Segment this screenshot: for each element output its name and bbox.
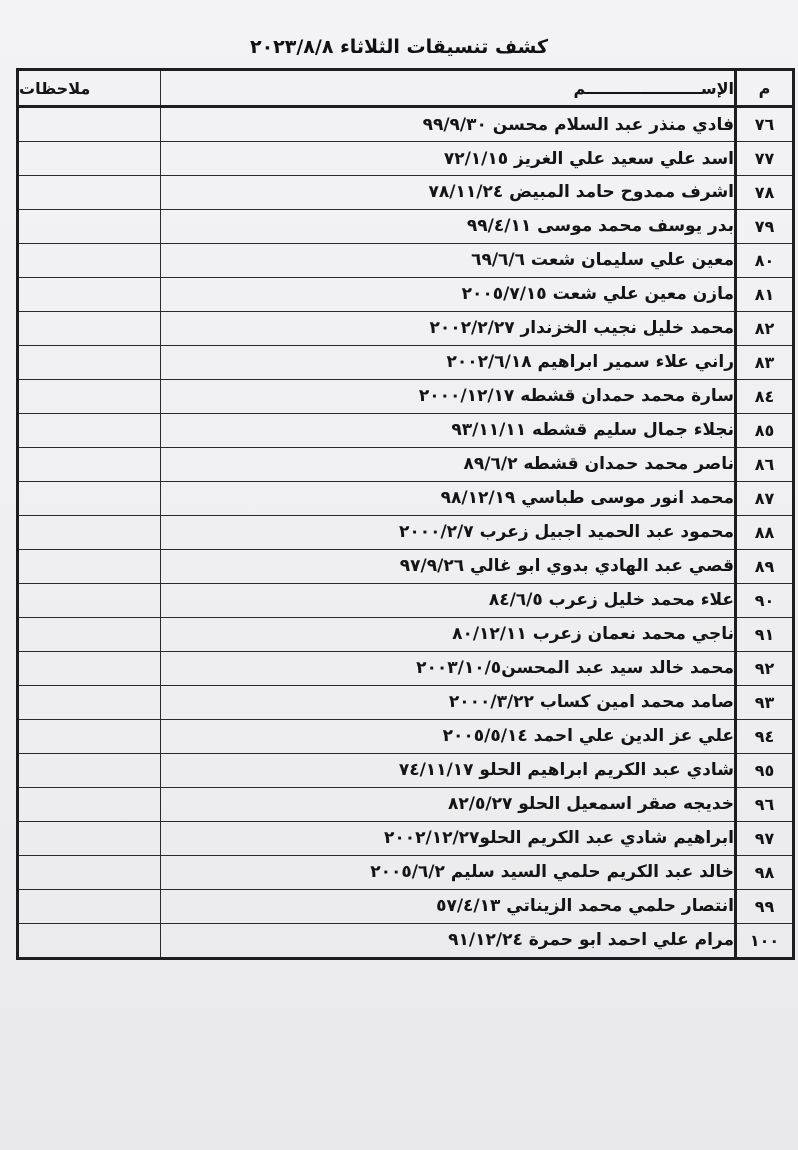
table-row [18, 277, 794, 311]
row-number: ٧٧ [736, 142, 794, 176]
row-name: اشرف ممدوح حامد المبيض ٧٨/١١/٢٤ [161, 176, 736, 210]
table-row [18, 345, 794, 379]
row-notes [18, 243, 161, 277]
table-row [18, 243, 794, 277]
row-number: ٧٨ [736, 176, 794, 210]
row-notes [18, 107, 161, 142]
row-notes [18, 413, 161, 447]
table-row [18, 107, 794, 142]
row-number: ٨٧ [736, 481, 794, 515]
page-title: كشف تنسيقات الثلاثاء ٢٠٢٣/٨/٨ [249, 36, 549, 58]
table-row [18, 753, 794, 787]
row-notes [18, 515, 161, 549]
row-name: علاء محمد خليل زعرب ٨٤/٦/٥ [161, 583, 736, 617]
row-notes [18, 787, 161, 821]
row-number: ٨٣ [736, 345, 794, 379]
row-name: محمد خليل نجيب الخزندار ٢٠٠٢/٢/٢٧ [161, 311, 736, 345]
row-notes [18, 176, 161, 210]
table-row [18, 209, 794, 243]
table-row [18, 685, 794, 719]
row-name: خديجه صقر اسمعيل الحلو ٨٢/٥/٢٧ [161, 787, 736, 821]
row-number: ٩٧ [736, 821, 794, 855]
row-name: ناصر محمد حمدان قشطه ٨٩/٦/٢ [161, 447, 736, 481]
row-notes [18, 753, 161, 787]
row-name: بدر يوسف محمد موسى ٩٩/٤/١١ [161, 209, 736, 243]
row-number: ٩٩ [736, 889, 794, 923]
header-notes: ملاحظات [18, 70, 161, 107]
table-row [18, 549, 794, 583]
row-notes [18, 549, 161, 583]
row-number: ٨٠ [736, 243, 794, 277]
row-notes [18, 855, 161, 889]
row-name: علي عز الدين علي احمد ٢٠٠٥/٥/١٤ [161, 719, 736, 753]
row-number: ٧٦ [736, 107, 794, 142]
row-name: صامد محمد امين كساب ٢٠٠٠/٣/٢٢ [161, 685, 736, 719]
row-number: ٩٥ [736, 753, 794, 787]
row-number: ٩٣ [736, 685, 794, 719]
row-number: ٨٥ [736, 413, 794, 447]
row-number: ٩٠ [736, 583, 794, 617]
row-number: ٨٨ [736, 515, 794, 549]
table-row [18, 583, 794, 617]
names-table [16, 68, 795, 960]
row-notes [18, 923, 161, 958]
row-name: راني علاء سمير ابراهيم ٢٠٠٢/٦/١٨ [161, 345, 736, 379]
row-notes [18, 889, 161, 923]
row-notes [18, 821, 161, 855]
row-notes [18, 142, 161, 176]
table-row [18, 515, 794, 549]
row-number: ٩٨ [736, 855, 794, 889]
row-number: ٨٩ [736, 549, 794, 583]
row-name: شادي عبد الكريم ابراهيم الحلو ٧٤/١١/١٧ [161, 753, 736, 787]
row-number: ٨١ [736, 277, 794, 311]
table-row [18, 617, 794, 651]
table-row [18, 447, 794, 481]
row-name: قصي عبد الهادي بدوي ابو غالي ٩٧/٩/٢٦ [161, 549, 736, 583]
row-number: ٩٢ [736, 651, 794, 685]
row-number: ٩٤ [736, 719, 794, 753]
table-row [18, 719, 794, 753]
row-notes [18, 345, 161, 379]
row-notes [18, 685, 161, 719]
header-name: الإســـــــــــــــــــــم [161, 70, 736, 107]
row-number: ٧٩ [736, 209, 794, 243]
row-number: ٩٦ [736, 787, 794, 821]
row-name: ناجي محمد نعمان زعرب ٨٠/١٢/١١ [161, 617, 736, 651]
row-number: ٨٦ [736, 447, 794, 481]
row-number: ٩١ [736, 617, 794, 651]
row-name: نجلاء جمال سليم قشطه ٩٣/١١/١١ [161, 413, 736, 447]
row-notes [18, 311, 161, 345]
row-name: مرام علي احمد ابو حمرة ٩١/١٢/٢٤ [161, 923, 736, 958]
table-row [18, 176, 794, 210]
row-name: انتصار حلمي محمد الزيناتي ٥٧/٤/١٣ [161, 889, 736, 923]
row-notes [18, 277, 161, 311]
row-notes [18, 583, 161, 617]
row-name: اسد علي سعيد علي الغريز ٧٢/١/١٥ [161, 142, 736, 176]
row-name: مازن معين علي شعت ٢٠٠٥/٧/١٥ [161, 277, 736, 311]
row-name: محمود عبد الحميد اجبيل زعرب ٢٠٠٠/٢/٧ [161, 515, 736, 549]
table-body [18, 107, 794, 959]
row-notes [18, 719, 161, 753]
row-name: فادي منذر عبد السلام محسن ٩٩/٩/٣٠ [161, 107, 736, 142]
table-row [18, 651, 794, 685]
row-number: ٨٤ [736, 379, 794, 413]
row-notes [18, 447, 161, 481]
table-row [18, 481, 794, 515]
table-row [18, 311, 794, 345]
row-name: ابراهيم شادي عبد الكريم الحلو٢٠٠٢/١٢/٢٧ [161, 821, 736, 855]
table-row [18, 379, 794, 413]
row-name: سارة محمد حمدان قشطه ٢٠٠٠/١٢/١٧ [161, 379, 736, 413]
row-notes [18, 617, 161, 651]
table-row [18, 142, 794, 176]
row-notes [18, 209, 161, 243]
table-row [18, 855, 794, 889]
row-number: ١٠٠ [736, 923, 794, 958]
row-number: ٨٢ [736, 311, 794, 345]
table-row [18, 923, 794, 958]
row-notes [18, 651, 161, 685]
table-row [18, 787, 794, 821]
row-name: خالد عبد الكريم حلمي السيد سليم ٢٠٠٥/٦/٢ [161, 855, 736, 889]
table-header-row [18, 70, 794, 107]
row-name: محمد خالد سيد عبد المحسن٢٠٠٣/١٠/٥ [161, 651, 736, 685]
table-row [18, 889, 794, 923]
row-name: معين علي سليمان شعت ٦٩/٦/٦ [161, 243, 736, 277]
row-name: محمد انور موسى طباسي ٩٨/١٢/١٩ [161, 481, 736, 515]
table-row [18, 413, 794, 447]
row-notes [18, 481, 161, 515]
header-number: م [736, 70, 794, 107]
row-notes [18, 379, 161, 413]
table-row [18, 821, 794, 855]
